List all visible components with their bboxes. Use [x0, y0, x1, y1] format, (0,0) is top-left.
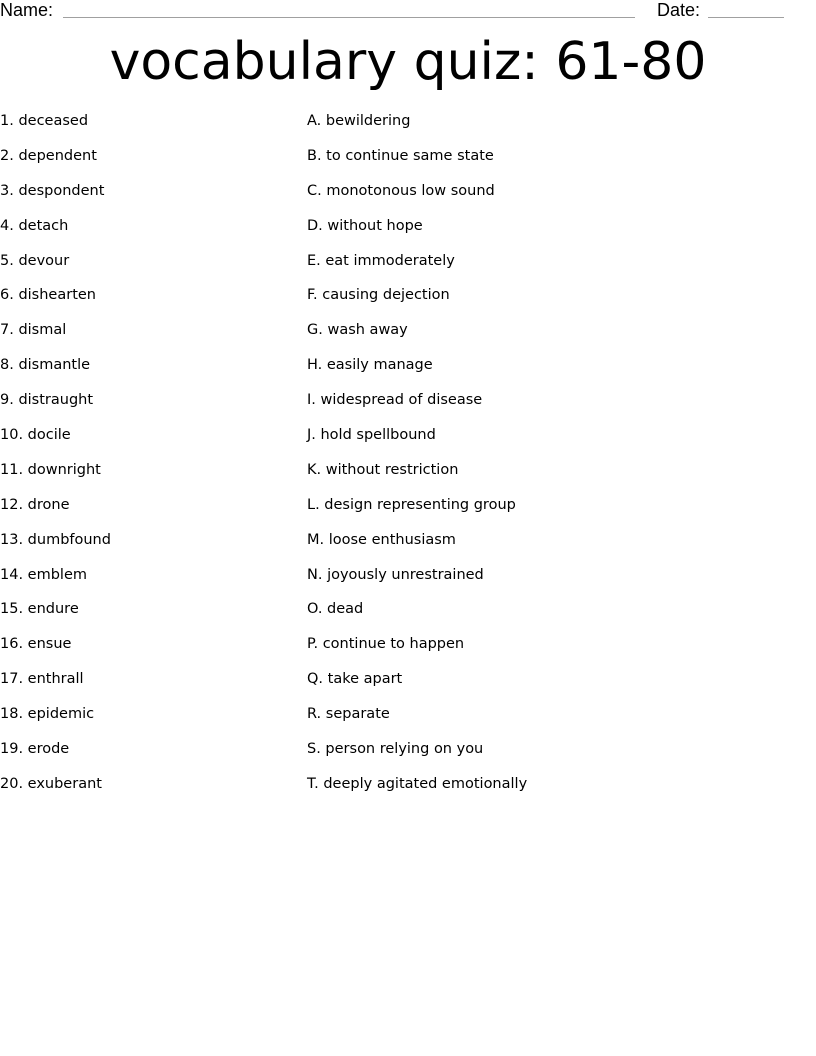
term-item: 12. drone	[0, 496, 70, 513]
term-item: 6. dishearten	[0, 287, 96, 304]
term-item: 19. erode	[0, 741, 70, 758]
term-item: 16. ensue	[0, 636, 72, 653]
term-item: 10. docile	[0, 427, 71, 444]
definition-item: C. monotonous low sound	[307, 182, 495, 199]
definition-item: R. separate	[307, 706, 390, 723]
term-item: 17. enthrall	[0, 671, 84, 688]
term-item: 18. epidemic	[0, 706, 95, 723]
definition-item: K. without restriction	[307, 461, 459, 478]
definition-item: B. to continue same state	[307, 147, 494, 164]
definition-item: O. dead	[307, 601, 364, 618]
term-item: 11. downright	[0, 461, 101, 478]
definition-list	[307, 111, 527, 809]
term-item: 13. dumbfound	[0, 531, 111, 548]
definition-item: G. wash away	[307, 322, 408, 339]
definition-item: Q. take apart	[307, 671, 403, 688]
date-blank-line	[708, 17, 784, 18]
definition-item: H. easily manage	[307, 357, 433, 374]
definition-item: D. without hope	[307, 217, 423, 234]
term-item: 8. dismantle	[0, 357, 91, 374]
definition-item: E. eat immoderately	[307, 252, 455, 269]
term-item: 3. despondent	[0, 182, 105, 199]
term-item: 14. emblem	[0, 566, 87, 583]
page-title: vocabulary quiz: 61-80	[109, 32, 707, 92]
date-label: Date:	[657, 0, 701, 20]
definition-item: T. deeply agitated emotionally	[307, 775, 528, 792]
definition-item: J. hold spellbound	[307, 427, 436, 444]
name-label: Name:	[0, 0, 54, 20]
worksheet-header	[0, 0, 816, 24]
term-item: 4. detach	[0, 217, 69, 234]
definition-item: F. causing dejection	[307, 287, 450, 304]
definition-item: L. design representing group	[307, 496, 516, 513]
term-item: 5. devour	[0, 252, 70, 269]
term-item: 9. distraught	[0, 392, 94, 409]
term-list	[0, 111, 111, 809]
definition-item: A. bewildering	[307, 113, 411, 129]
definition-item: I. widespread of disease	[307, 392, 483, 409]
term-item: 7. dismal	[0, 322, 67, 339]
term-item: 20. exuberant	[0, 775, 102, 792]
term-item: 1. deceased	[0, 113, 89, 129]
term-item: 2. dependent	[0, 147, 97, 164]
definition-item: N. joyously unrestrained	[307, 566, 484, 583]
term-item: 15. endure	[0, 601, 79, 618]
definition-item: S. person relying on you	[307, 741, 484, 758]
definition-item: M. loose enthusiasm	[307, 531, 456, 548]
definition-item: P. continue to happen	[307, 636, 465, 653]
name-blank-line	[63, 17, 635, 18]
